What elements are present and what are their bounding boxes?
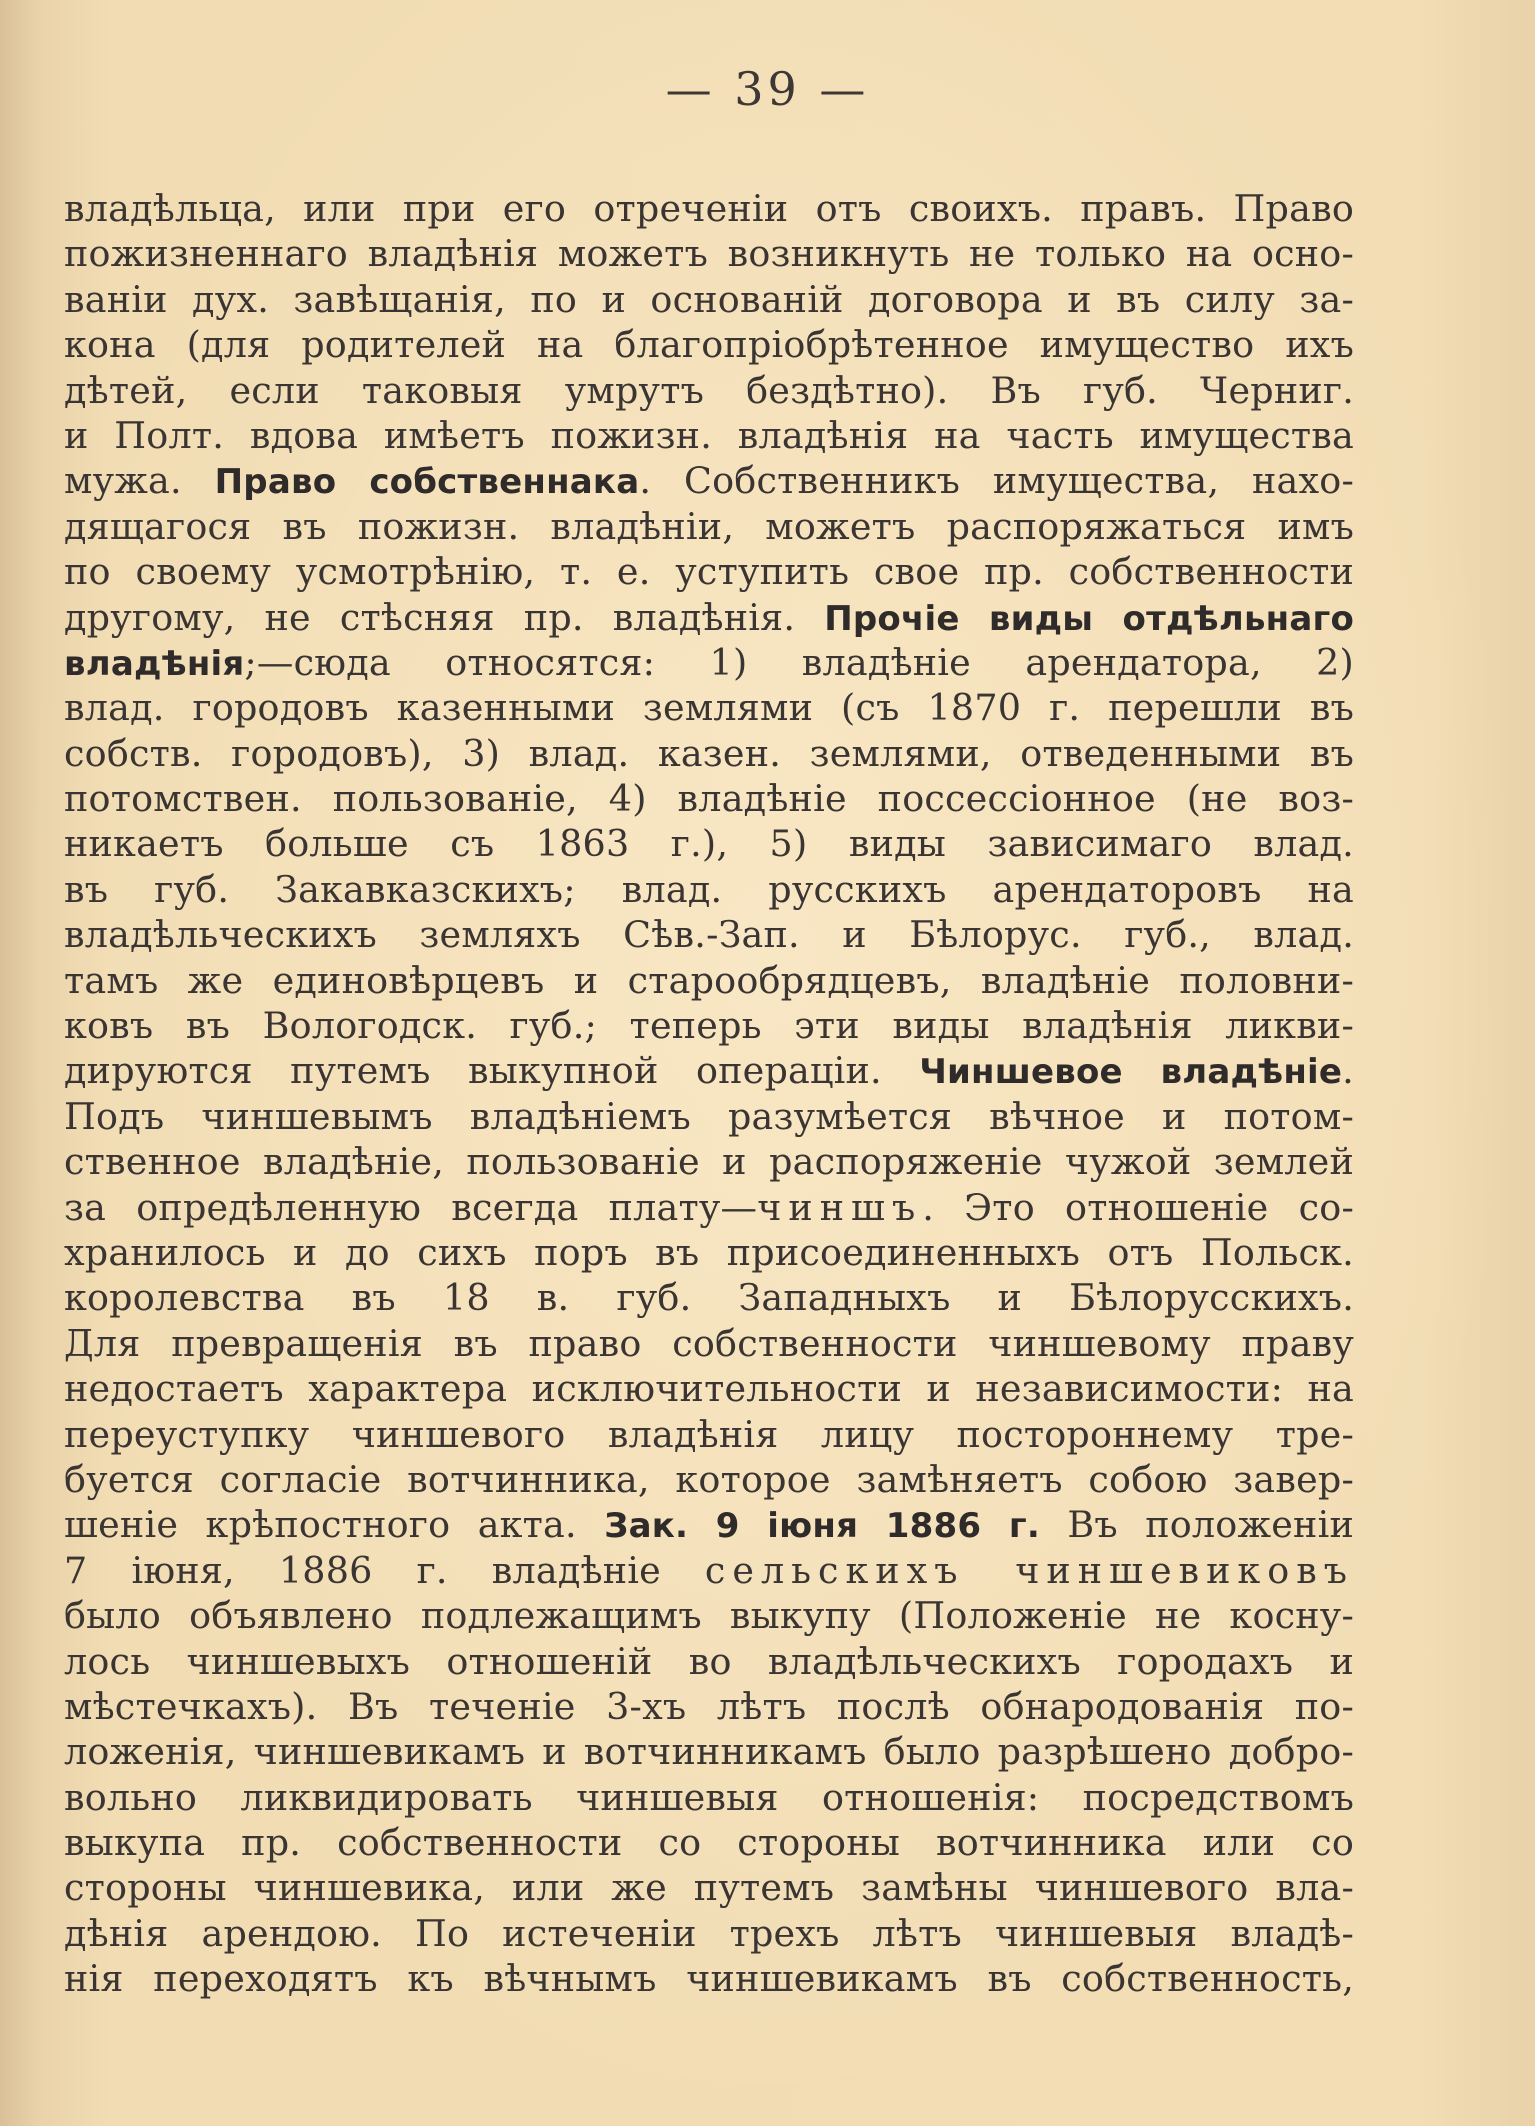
text-line — [64, 958, 1354, 1003]
text-line — [64, 685, 1354, 730]
spaced-emphasis-text: сельскихъ чиншевиковъ — [704, 1548, 1354, 1592]
line-text: влад. городовъ казенными землями (съ 1870 г. перешли въ — [64, 686, 1354, 730]
line-text: . Собственникъ имущества, нахо- — [639, 459, 1354, 503]
line-text: ковъ въ Вологодск. губ.; теперь эти виды владѣнія ликви- — [64, 1004, 1354, 1048]
text-line — [64, 1911, 1354, 1956]
line-text: нія переходятъ къ вѣчнымъ чиншевикамъ въ собственность, — [64, 1957, 1354, 2001]
text-line — [64, 867, 1354, 912]
line-text: королевства въ 18 в. губ. Западныхъ и Бѣлорусскихъ. — [64, 1276, 1354, 1320]
line-text: пожизненнаго владѣнія можетъ возникнуть не только на осно- — [64, 232, 1354, 276]
text-line — [64, 413, 1354, 458]
text-line — [64, 1457, 1354, 1502]
text-line — [64, 277, 1354, 322]
text-line — [64, 1684, 1354, 1729]
text-line — [64, 640, 1354, 685]
line-text: за опредѣленную всегда плату— — [64, 1185, 758, 1229]
text-line — [64, 821, 1354, 866]
text-line — [64, 1502, 1354, 1547]
line-text: Для превращенія въ право собственности чиншевому праву — [64, 1321, 1354, 1365]
text-line — [64, 1275, 1354, 1320]
text-line — [64, 1593, 1354, 1638]
text-line — [64, 1775, 1354, 1820]
text-line — [64, 549, 1354, 594]
text-line — [64, 1865, 1354, 1910]
line-text: лось чиншевыхъ отношеній во владѣльческихъ городахъ и — [64, 1639, 1354, 1683]
text-line — [64, 1366, 1354, 1411]
page-number: — 39 — — [665, 62, 870, 116]
text-line — [64, 368, 1354, 413]
line-text: буется согласіе вотчинника, которое замѣняетъ собою завер- — [64, 1457, 1354, 1501]
text-line — [64, 186, 1354, 231]
spaced-emphasis-text: чиншъ — [757, 1185, 923, 1229]
text-line — [64, 1048, 1354, 1093]
line-text: ственное владѣніе, пользованіе и распоряженіе чужой землей — [64, 1140, 1354, 1184]
line-text: дѣтей, если таковыя умрутъ бездѣтно). Въ губ. Черниг. — [64, 368, 1354, 412]
text-line — [64, 1729, 1354, 1774]
line-text: . — [1342, 1049, 1354, 1093]
line-text: ваніи дух. завѣщанія, по и основаній договора и въ силу за- — [64, 277, 1354, 321]
line-text: . Это отношеніе со- — [922, 1185, 1354, 1229]
line-text: кона (для родителей на благопріобрѣтенное имущество ихъ — [64, 323, 1354, 367]
text-line — [64, 231, 1354, 276]
line-text: шеніе крѣпостного акта. — [64, 1503, 605, 1547]
line-text: собств. городовъ), 3) влад. казен. землями, отведенными въ — [64, 731, 1354, 775]
bold-heading-text: Право собственнака — [214, 462, 640, 503]
text-line — [64, 731, 1354, 776]
line-text: хранилось и до сихъ поръ въ присоединенныхъ отъ Польск. — [64, 1230, 1354, 1274]
bold-heading-text: Чиншевое владѣніе — [919, 1052, 1343, 1093]
line-text: дящагося въ пожизн. владѣніи, можетъ распоряжаться имъ — [64, 504, 1354, 548]
text-line — [64, 1139, 1354, 1184]
line-text: дѣнія арендою. По истеченіи трехъ лѣтъ чиншевыя владѣ- — [64, 1911, 1354, 1955]
bold-heading-text: Прочіе виды отдѣльнаго — [824, 598, 1354, 639]
line-text: переуступку чиншевого владѣнія лицу постороннему тре- — [64, 1412, 1354, 1456]
text-line — [64, 1412, 1354, 1457]
text-line — [64, 1639, 1354, 1684]
text-line — [64, 458, 1354, 503]
text-line — [64, 776, 1354, 821]
line-text: никаетъ больше съ 1863 г.), 5) виды зависимаго влад. — [64, 822, 1354, 866]
line-text: ;—сюда относятся: 1) владѣніе арендатора, 2) — [244, 640, 1354, 684]
body-text — [64, 186, 1354, 2002]
text-line — [64, 1003, 1354, 1048]
line-text: въ губ. Закавказскихъ; влад. русскихъ арендаторовъ на — [64, 867, 1354, 911]
line-text: владѣльца, или при его отреченіи отъ своихъ. правъ. Право — [64, 187, 1354, 230]
bold-heading-text: владѣнія — [64, 643, 245, 684]
line-text: стороны чиншевика, или же путемъ замѣны чиншевого вла- — [64, 1866, 1354, 1910]
line-text: Подъ чиншевымъ владѣніемъ разумѣется вѣчное и потом- — [64, 1094, 1354, 1138]
text-line — [64, 1230, 1354, 1275]
line-text: по своему усмотрѣнію, т. е. уступить свое пр. собственности — [64, 550, 1354, 594]
text-line — [64, 1094, 1354, 1139]
line-text: другому, не стѣсняя пр. владѣнія. — [64, 595, 825, 639]
text-line — [64, 1321, 1354, 1366]
line-text: недостаетъ характера исключительности и независимости: на — [64, 1367, 1354, 1411]
line-text: Въ положеніи — [1039, 1503, 1354, 1547]
text-line — [64, 322, 1354, 367]
line-text: дируются путемъ выкупной операціи. — [64, 1049, 920, 1093]
text-line — [64, 1548, 1354, 1593]
line-text: вольно ликвидировать чиншевыя отношенія: посредствомъ — [64, 1775, 1354, 1819]
line-text: тамъ же единовѣрцевъ и старообрядцевъ, владѣніе половни- — [64, 958, 1354, 1002]
bold-heading-text: Зак. 9 іюня 1886 г. — [604, 1506, 1040, 1547]
text-line — [64, 912, 1354, 957]
text-line — [64, 595, 1354, 640]
line-text: ложенія, чиншевикамъ и вотчинникамъ было разрѣшено добро- — [64, 1730, 1354, 1774]
line-text: 7 іюня, 1886 г. владѣніе — [64, 1548, 705, 1592]
line-text: мужа. — [64, 459, 215, 503]
line-text: выкупа пр. собственности со стороны вотчинника или со — [64, 1821, 1354, 1865]
text-line — [64, 504, 1354, 549]
line-text: было объявлено подлежащимъ выкупу (Положеніе не косну- — [64, 1594, 1354, 1638]
line-text: потомствен. пользованіе, 4) владѣніе поссессіонное (не воз- — [64, 777, 1354, 821]
text-line — [64, 1185, 1354, 1230]
line-text: мѣстечкахъ). Въ теченіе 3-хъ лѣтъ послѣ обнародованія по- — [64, 1684, 1354, 1728]
line-text: и Полт. вдова имѣетъ пожизн. владѣнія на часть имущества — [64, 413, 1354, 457]
line-text: владѣльческихъ земляхъ Сѣв.-Зап. и Бѣлорус. губ., влад. — [64, 913, 1354, 957]
text-line — [64, 1956, 1354, 2001]
text-line — [64, 1820, 1354, 1865]
